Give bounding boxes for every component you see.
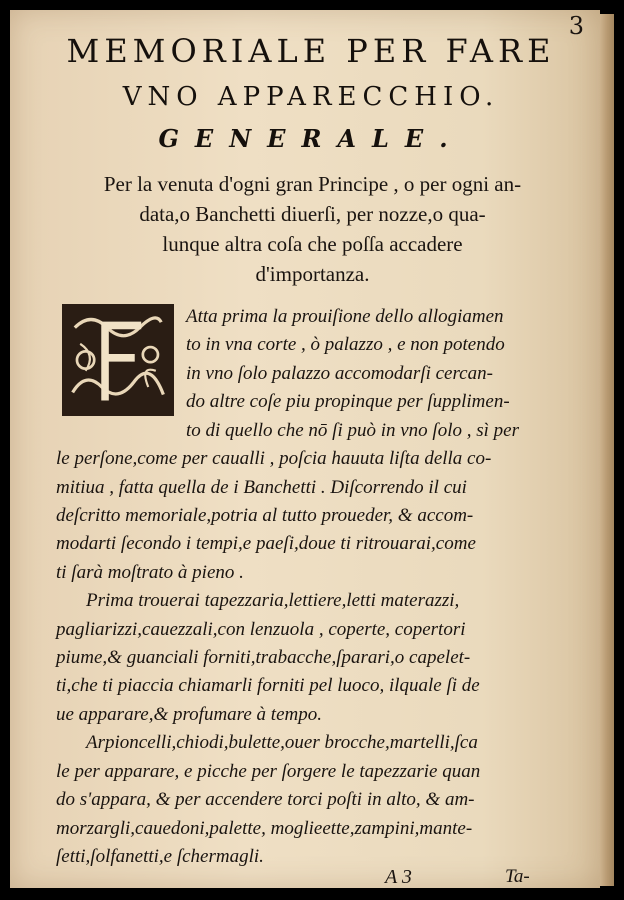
body-line: do altre coſe piu propinque per ſupplimen- (186, 391, 510, 412)
body-line: mitiua , fatta quella de i Banchetti . Diſcorrendo il cui (56, 477, 467, 498)
title-line-1: MEMORIALE PER FARE (66, 32, 556, 70)
decorated-initial-f (62, 304, 174, 416)
body-line: Atta prima la prouiſione dello allogiamen (186, 306, 504, 327)
ornamental-initial-icon (64, 306, 172, 414)
body-line: le perſone,come per caualli , poſcia hauuta liſta della co- (56, 448, 492, 469)
body-line: ti,che ti piaccia chiamarli forniti pel luoco, ilquale ſi de (56, 675, 480, 696)
body-line: pagliarizzi,cauezzali,con lenzuola , coperte, copertori (56, 619, 466, 640)
body-line: le per apparare, e picche per ſorgere le tapezzarie quan (56, 761, 481, 782)
page-edge (600, 14, 614, 886)
subtitle-line: lunque altra coſa che poſſa accadere (162, 232, 463, 256)
body-line: ue apparare,& profumare à tempo. (56, 704, 322, 725)
subtitle-line: Per la venuta d'ogni gran Principe , o per ogni an- (103, 172, 522, 196)
subtitle-line: data,o Banchetti diuerſi, per nozze,o qua- (139, 202, 486, 226)
body-line: morzargli,cauedoni,palette, moglieette,zampini,mante- (56, 818, 473, 839)
body-line: ti ſarà moſtrato à pieno . (56, 562, 244, 583)
body-line: deſcritto memoriale,potria al tutto proueder, & accom- (56, 505, 474, 526)
body-line: do s'appara, & per accendere torci poſti in alto, & am- (56, 789, 475, 810)
body-line: Arpioncelli,chiodi,bulette,ouer brocche,martelli,ſca (86, 732, 478, 753)
body-line: Prima trouerai tapezzaria,lettiere,letti materazzi, (86, 590, 460, 611)
body-line: to in vna corte , ò palazzo , e non potendo (186, 334, 505, 355)
signature-mark: A 3 (385, 866, 412, 888)
subtitle-line: d'importanza. (255, 262, 370, 286)
body-line: to di quello che nō ſi può in vno ſolo , sì per (186, 420, 519, 441)
body-line: in vno ſolo palazzo accomodarſi cercan- (186, 363, 493, 384)
page-number: 3 (568, 12, 584, 40)
body-line: modarti ſecondo i tempi,e paeſi,doue ti ritrouarai,come (56, 533, 476, 554)
body-line: piume,& guanciali forniti,trabacche,ſparari,o capelet- (56, 647, 471, 668)
catchword: Ta- (505, 866, 530, 887)
title-line-2: VNO APPARECCHIO. (122, 82, 500, 112)
title-line-3: GENERALE. (158, 124, 464, 153)
body-line: ſetti,ſolfanetti,e ſchermagli. (56, 846, 264, 867)
